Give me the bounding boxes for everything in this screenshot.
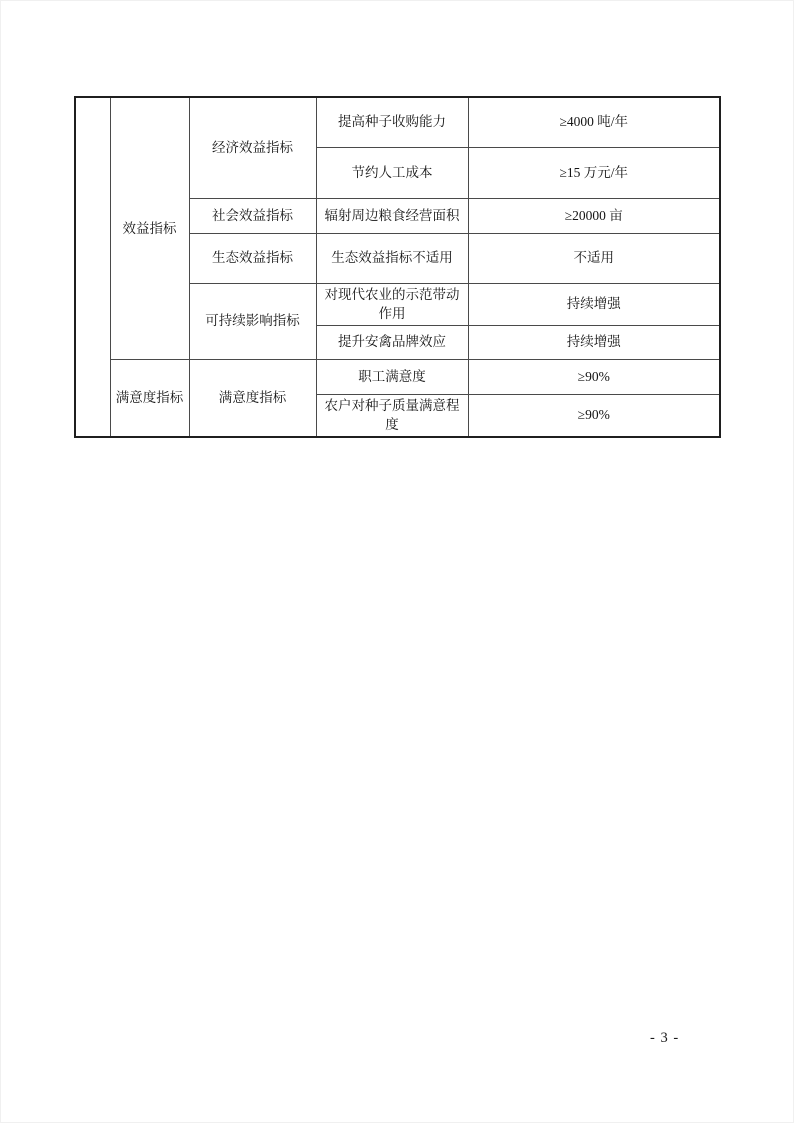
table-row [75,359,720,394]
category-cell-satisfaction: 满意度指标 [110,359,189,437]
indicator-cell: 对现代农业的示范带动作用 [316,283,468,325]
subcategory-cell-ecological: 生态效益指标 [189,233,316,283]
target-cell: ≥20000 亩 [468,198,720,233]
table-row [75,97,720,147]
indicator-cell: 生态效益指标不适用 [316,233,468,283]
category-cell-benefit: 效益指标 [110,97,189,359]
indicator-cell: 辐射周边粮食经营面积 [316,198,468,233]
target-cell: 不适用 [468,233,720,283]
subcategory-cell-social: 社会效益指标 [189,198,316,233]
target-cell: 持续增强 [468,325,720,359]
subcategory-cell-satisfaction: 满意度指标 [189,359,316,437]
indicator-cell: 提高种子收购能力 [316,97,468,147]
continuation-cell [75,97,110,437]
target-cell: ≥90% [468,394,720,437]
target-cell: ≥4000 吨/年 [468,97,720,147]
indicator-table [74,96,721,438]
subcategory-cell-sustainability: 可持续影响指标 [189,283,316,359]
indicator-cell: 农户对种子质量满意程度 [316,394,468,437]
indicator-cell: 提升安禽品牌效应 [316,325,468,359]
target-cell: ≥90% [468,359,720,394]
target-cell: 持续增强 [468,283,720,325]
indicator-cell: 职工满意度 [316,359,468,394]
target-cell: ≥15 万元/年 [468,147,720,198]
indicator-cell: 节约人工成本 [316,147,468,198]
subcategory-cell-economic: 经济效益指标 [189,97,316,198]
page-number: - 3 - [650,1030,680,1046]
